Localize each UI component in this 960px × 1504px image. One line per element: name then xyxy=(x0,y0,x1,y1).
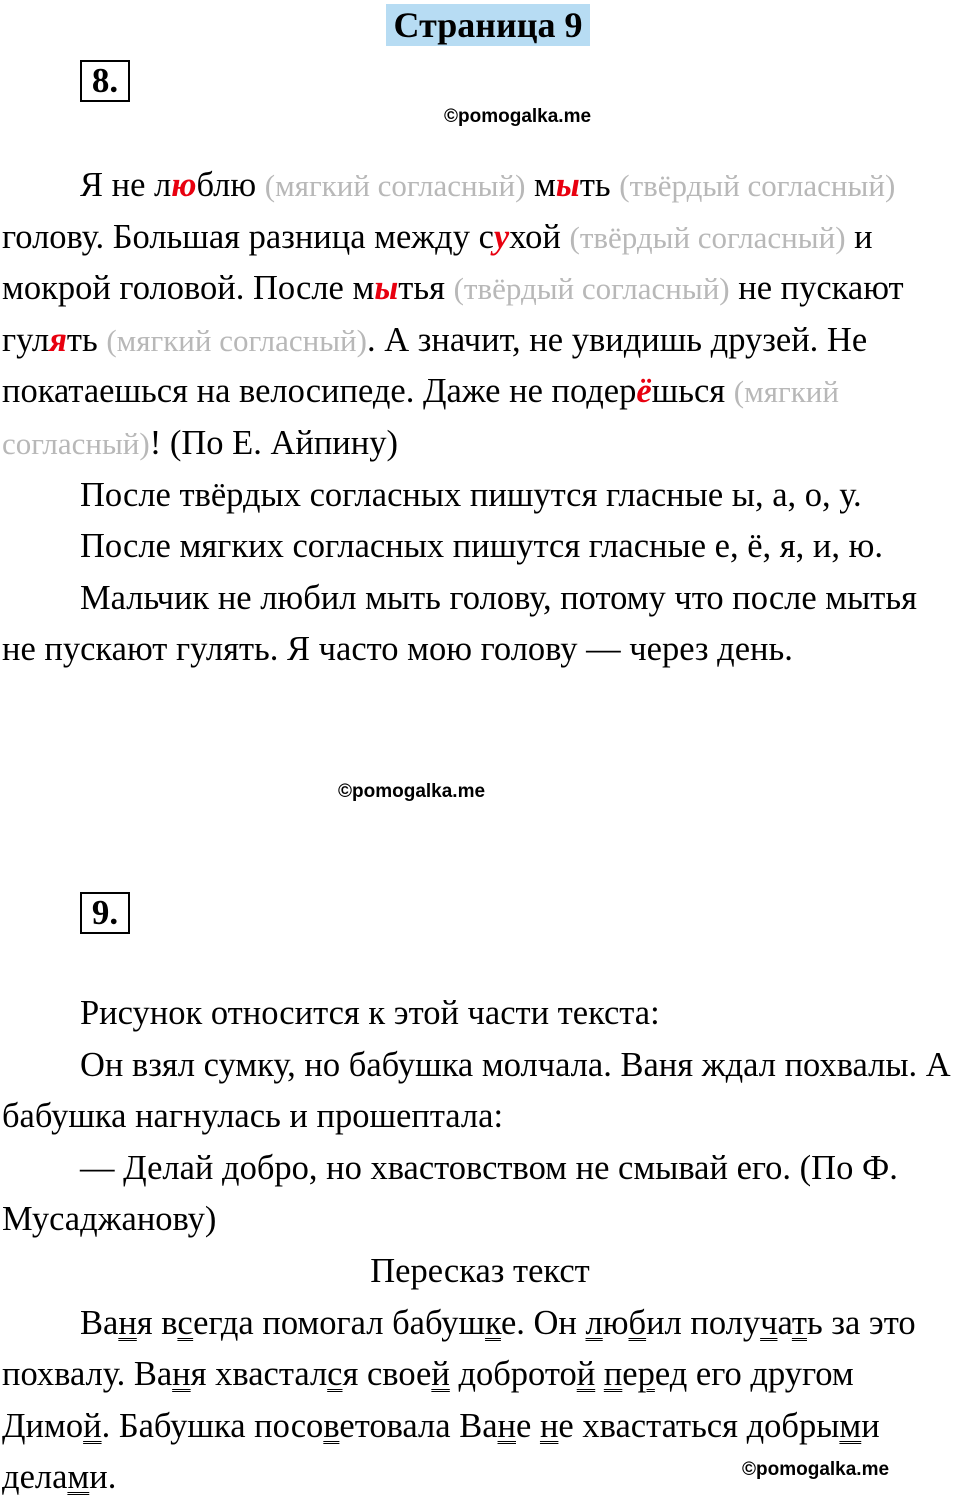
text-fragment: я в xyxy=(136,1303,178,1342)
underlined-letter: с xyxy=(327,1355,343,1394)
underlined-letter: б xyxy=(628,1303,647,1342)
highlighted-vowel: я xyxy=(49,320,67,359)
exercise-8-answer: Мальчик не любил мыть голову, потому что после мытья не пускают гулять. Я часто мою голову — через день. xyxy=(2,578,917,669)
exercise-8-paragraph xyxy=(2,160,958,470)
highlighted-vowel: ы xyxy=(374,269,399,308)
rule-hard: После твёрдых согласных пишутся гласные ы, а, о, у. xyxy=(80,475,862,514)
consonant-note: (мягкий согласный) xyxy=(2,374,839,461)
text-fragment: я свое xyxy=(342,1355,432,1394)
text-fragment: а xyxy=(777,1303,792,1342)
text-fragment: етовала Ва xyxy=(339,1406,498,1445)
underlined-letter: т xyxy=(791,1303,807,1342)
watermark-middle: ©pomogalka.me xyxy=(338,781,486,802)
text-fragment: хой xyxy=(509,217,570,256)
text-fragment: я хвастал xyxy=(190,1355,328,1394)
text-fragment: . Бабушка посо xyxy=(101,1406,324,1445)
text-fragment: е xyxy=(516,1406,540,1445)
underlined-letter: Д xyxy=(2,1406,26,1445)
watermark-top: ©pomogalka.me xyxy=(444,106,592,127)
highlighted-vowel: ё xyxy=(636,372,652,411)
text-fragment: м xyxy=(525,166,556,204)
underlined-letter: д xyxy=(2,1458,20,1497)
underlined-letter: ч xyxy=(760,1303,778,1342)
text-fragment: ю xyxy=(602,1303,629,1342)
exercise-9-dialog: — Делай добро, но хвастовством не смывай его. (По Ф. Мусаджанову) xyxy=(2,1148,898,1239)
underlined-letter: н xyxy=(497,1406,516,1445)
underlined-letter: м xyxy=(67,1458,90,1497)
text-fragment: е xyxy=(622,1355,638,1394)
underlined-letter: н xyxy=(118,1303,137,1342)
exercise-9-body xyxy=(2,988,958,1504)
text-fragment: . А значит, не увидишь друзей. Не покатаешься на велосипеде. Даже не подер xyxy=(2,320,868,411)
text-fragment: е. Он xyxy=(500,1303,586,1342)
text-fragment: ил полу xyxy=(646,1303,761,1342)
text-fragment: ь за это похвалу. Ва xyxy=(2,1303,916,1394)
underlined-letter: л xyxy=(585,1303,603,1342)
text-fragment: и мокрой головой. После м xyxy=(2,217,873,308)
text-fragment: е хвастаться добры xyxy=(558,1406,840,1445)
text-fragment: и. xyxy=(89,1458,117,1497)
text-fragment: ть xyxy=(66,320,107,359)
highlighted-vowel: у xyxy=(493,217,510,256)
consonant-note: (мягкий согласный) xyxy=(106,322,367,358)
underlined-letter: п xyxy=(603,1355,623,1394)
exercise-9-quote: Он взял сумку, но бабушка молчала. Ваня ждал похвалы. А бабушка нагнулась и прошептала: xyxy=(2,1045,951,1136)
underlined-letter: й xyxy=(83,1406,102,1445)
watermark-bottom: ©pomogalka.me xyxy=(742,1459,890,1480)
exercise-8-body xyxy=(2,160,958,676)
text-fragment: ! (По Е. Айпину) xyxy=(149,423,398,462)
text-fragment: Ва xyxy=(80,1303,119,1342)
underlined-letter: н xyxy=(539,1406,559,1445)
underlined-letter: р xyxy=(637,1355,655,1394)
underlined-letter: м xyxy=(839,1406,862,1445)
rule-soft: После мягких согласных пишутся гласные е, ё, я, и, ю. xyxy=(80,527,883,566)
text-fragment: не пускают гул xyxy=(2,269,904,359)
underlined-letter: й xyxy=(576,1355,596,1394)
text-fragment: голову. Большая разница между с xyxy=(2,217,494,256)
retell-title: Пересказ текст xyxy=(370,1251,590,1290)
text-fragment xyxy=(595,1355,604,1393)
text-fragment: Я не л xyxy=(80,166,172,204)
text-fragment: имо xyxy=(25,1406,84,1445)
consonant-note: (твёрдый согласный) xyxy=(453,271,730,307)
page-title: Страница 9 xyxy=(386,4,590,46)
text-fragment: егда помогал бабуш xyxy=(193,1303,486,1342)
underlined-letter: к xyxy=(485,1303,501,1342)
text-fragment: доброто xyxy=(449,1355,577,1394)
text-fragment: и xyxy=(861,1406,880,1445)
text-fragment: ед его другом xyxy=(654,1355,854,1394)
text-fragment: блю xyxy=(196,166,265,204)
exercise-8-number: 8. xyxy=(80,60,130,102)
text-fragment: ть xyxy=(579,166,620,204)
text-fragment: ела xyxy=(19,1458,68,1497)
underlined-letter: й xyxy=(431,1355,450,1394)
exercise-9-intro: Рисунок относится к этой части текста: xyxy=(80,994,660,1032)
text-fragment: тья xyxy=(398,269,454,308)
consonant-note: (твёрдый согласный) xyxy=(619,168,896,203)
highlighted-vowel: ы xyxy=(555,166,580,204)
underlined-letter: с xyxy=(177,1303,194,1342)
consonant-note: (твёрдый согласный) xyxy=(569,219,846,255)
text-fragment: шься xyxy=(651,372,734,411)
underlined-letter: в xyxy=(323,1406,340,1445)
exercise-9-number: 9. xyxy=(80,892,130,934)
underlined-letter: н xyxy=(172,1355,191,1394)
consonant-note: (мягкий согласный) xyxy=(264,168,526,203)
highlighted-vowel: ю xyxy=(171,166,197,204)
